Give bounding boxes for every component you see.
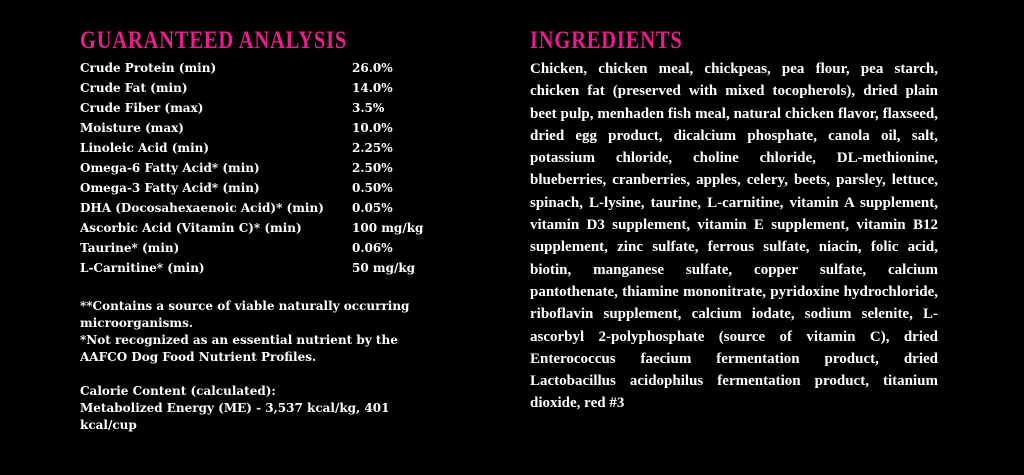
analysis-row xyxy=(80,238,423,258)
calorie-value: Metabolized Energy (ME) - 3,537 kcal/kg, 401 kcal/cup xyxy=(80,401,390,432)
analysis-row xyxy=(80,198,423,218)
analysis-row xyxy=(80,138,423,158)
calorie-content xyxy=(80,383,440,434)
analysis-row xyxy=(80,118,423,138)
analysis-value: 50 mg/kg xyxy=(352,261,416,275)
probiotic-footnote: **Contains a source of viable naturally occurring microorganisms. xyxy=(80,299,410,330)
footnotes xyxy=(80,298,440,366)
analysis-label: DHA (Docosahexaenoic Acid)* (min) xyxy=(80,201,324,215)
analysis-row xyxy=(80,58,423,78)
analysis-label: Taurine* (min) xyxy=(80,241,180,255)
guaranteed-analysis-title: GUARANTEED ANALYSIS xyxy=(80,27,348,54)
analysis-value: 2.25% xyxy=(352,141,393,155)
analysis-label: Crude Fiber (max) xyxy=(80,101,204,115)
analysis-value: 26.0% xyxy=(352,61,393,75)
analysis-row xyxy=(80,218,423,238)
analysis-label: Crude Protein (min) xyxy=(80,61,217,75)
analysis-label: Ascorbic Acid (Vitamin C)* (min) xyxy=(80,221,302,235)
analysis-value: 3.5% xyxy=(352,101,385,115)
guaranteed-analysis-panel xyxy=(80,26,480,434)
analysis-value: 14.0% xyxy=(352,81,393,95)
analysis-value: 0.05% xyxy=(352,201,393,215)
ingredients-title: INGREDIENTS xyxy=(530,27,683,54)
calorie-label: Calorie Content (calculated): xyxy=(80,384,276,398)
analysis-row xyxy=(80,158,423,178)
analysis-value: 100 mg/kg xyxy=(352,221,424,235)
analysis-row xyxy=(80,258,423,278)
analysis-value: 0.06% xyxy=(352,241,393,255)
guaranteed-analysis-table xyxy=(80,58,423,278)
ingredients-list: Chicken, chicken meal, chickpeas, pea flour, pea starch, chicken fat (preserved with mixed tocopherols), dried plain beet pulp, menhaden fish meal, natural chicken flavor, flaxseed, dried egg product, dicalcium phosphate, canola oil, salt, potassium chloride, choline chloride, DL-methionine, blueberries, cranberries, apples, celery, beets, parsley, lettuce, spinach, L-lysine, taurine, L-carnitine, vitamin A supplement, vitamin D3 supplement, vitamin E supplement, vitamin B12 supplement, zinc sulfate, ferrous sulfate, niacin, folic acid, biotin, manganese sulfate, copper sulfate, calcium pantothenate, thiamine mononitrate, pyridoxine hydrochloride, riboflavin supplement, calcium iodate, sodium selenite, L-ascorbyl 2-polyphosphate (source of vitamin C), dried Enterococcus faecium fermentation product, dried Lactobacillus acidophilus fermentation product, titanium dioxide, red #3 xyxy=(530,61,938,412)
analysis-value: 0.50% xyxy=(352,181,393,195)
aafco-footnote: *Not recognized as an essential nutrient by the AAFCO Dog Food Nutrient Profiles. xyxy=(80,333,398,364)
analysis-value: 2.50% xyxy=(352,161,393,175)
analysis-label: Moisture (max) xyxy=(80,121,184,135)
ingredients-panel xyxy=(530,26,938,415)
analysis-label: L-Carnitine* (min) xyxy=(80,261,205,275)
analysis-row xyxy=(80,78,423,98)
analysis-value: 10.0% xyxy=(352,121,393,135)
analysis-row xyxy=(80,98,423,118)
analysis-label: Omega-3 Fatty Acid* (min) xyxy=(80,181,260,195)
analysis-label: Linoleic Acid (min) xyxy=(80,141,210,155)
analysis-label: Crude Fat (min) xyxy=(80,81,188,95)
analysis-row xyxy=(80,178,423,198)
analysis-label: Omega-6 Fatty Acid* (min) xyxy=(80,161,260,175)
